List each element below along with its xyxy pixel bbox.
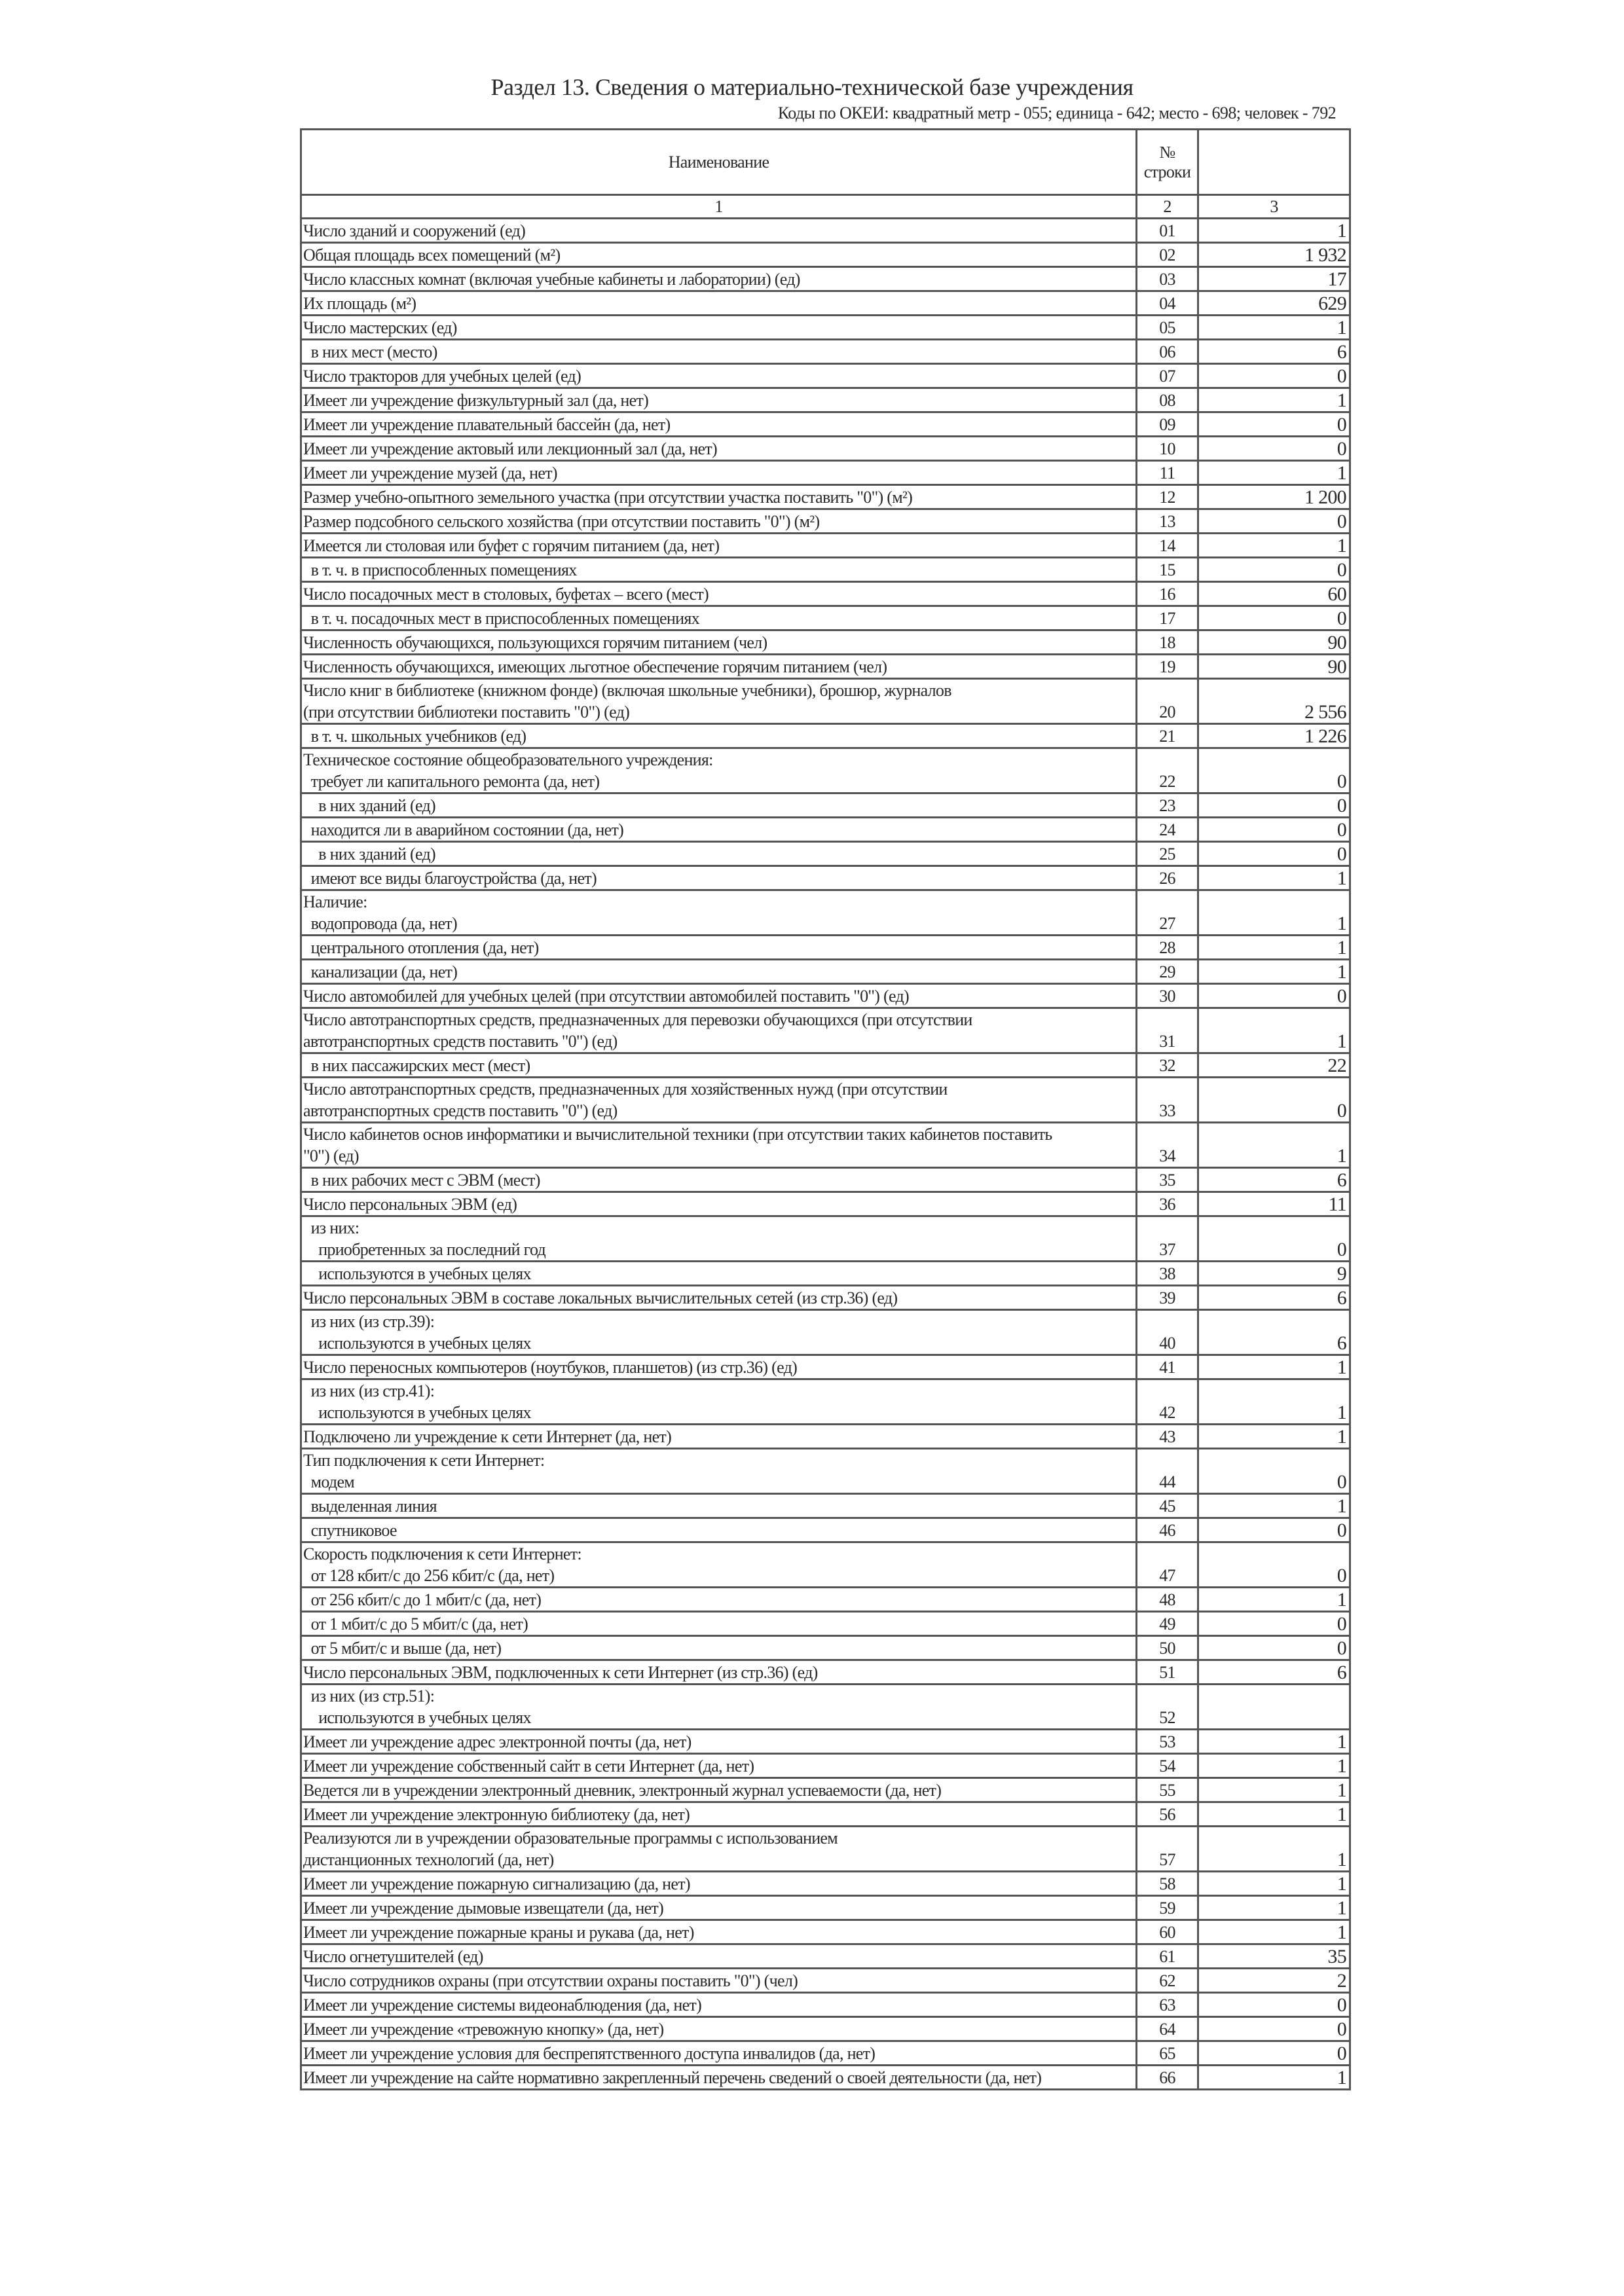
row-number: 01 bbox=[1137, 219, 1198, 243]
table-row bbox=[301, 793, 1350, 818]
row-number: 41 bbox=[1137, 1355, 1198, 1379]
table-row bbox=[301, 340, 1350, 364]
row-number: 14 bbox=[1137, 534, 1198, 558]
row-value: 9 bbox=[1198, 1262, 1350, 1286]
table-row bbox=[301, 2017, 1350, 2041]
row-label: Техническое состояние общеобразовательного учреждения: требует ли капитального ремонта (да, нет) bbox=[301, 748, 1137, 793]
table-row bbox=[301, 1754, 1350, 1778]
row-value: 0 bbox=[1198, 364, 1350, 388]
row-value: 0 bbox=[1198, 842, 1350, 866]
table-row bbox=[301, 1008, 1350, 1053]
row-number: 42 bbox=[1137, 1379, 1198, 1425]
row-number: 39 bbox=[1137, 1286, 1198, 1310]
table-row bbox=[301, 724, 1350, 748]
table-row bbox=[301, 1262, 1350, 1286]
table-row bbox=[301, 1730, 1350, 1754]
row-value: 90 bbox=[1198, 655, 1350, 679]
table-row bbox=[301, 1192, 1350, 1216]
row-value: 0 bbox=[1198, 1636, 1350, 1660]
row-label: спутниковое bbox=[301, 1518, 1137, 1542]
row-value: 2 bbox=[1198, 1969, 1350, 1993]
row-value: 1 bbox=[1198, 890, 1350, 936]
row-value: 0 bbox=[1198, 606, 1350, 630]
column-number-2: 2 bbox=[1137, 195, 1198, 219]
header-name: Наименование bbox=[301, 130, 1137, 195]
row-number: 43 bbox=[1137, 1425, 1198, 1449]
table-row bbox=[301, 1872, 1350, 1896]
row-label: Число персональных ЭВМ (ед) bbox=[301, 1192, 1137, 1216]
row-value: 0 bbox=[1198, 1612, 1350, 1636]
row-label: Число классных комнат (включая учебные кабинеты и лаборатории) (ед) bbox=[301, 267, 1137, 291]
table-row bbox=[301, 1494, 1350, 1518]
row-number: 52 bbox=[1137, 1685, 1198, 1730]
table-row bbox=[301, 267, 1350, 291]
table-row bbox=[301, 316, 1350, 340]
row-number: 55 bbox=[1137, 1778, 1198, 1802]
table-row bbox=[301, 679, 1350, 724]
row-label: из них: приобретенных за последний год bbox=[301, 1216, 1137, 1262]
row-value: 0 bbox=[1198, 437, 1350, 461]
row-number: 35 bbox=[1137, 1168, 1198, 1192]
row-number: 11 bbox=[1137, 461, 1198, 485]
row-label: в них рабочих мест с ЭВМ (мест) bbox=[301, 1168, 1137, 1192]
row-label: Число автотранспортных средств, предназначенных для перевозки обучающихся (при отсутствии автотранспортных средств поставить "0") (ед) bbox=[301, 1008, 1137, 1053]
table-row bbox=[301, 1993, 1350, 2017]
row-value: 1 bbox=[1198, 534, 1350, 558]
row-value: 17 bbox=[1198, 267, 1350, 291]
row-value: 1 bbox=[1198, 1778, 1350, 1802]
row-label: от 1 мбит/с до 5 мбит/с (да, нет) bbox=[301, 1612, 1137, 1636]
row-label: в них мест (место) bbox=[301, 340, 1137, 364]
table-row bbox=[301, 388, 1350, 412]
row-value: 0 bbox=[1198, 1542, 1350, 1588]
row-value: 1 bbox=[1198, 1827, 1350, 1872]
table-row bbox=[301, 1802, 1350, 1827]
row-value: 6 bbox=[1198, 1660, 1350, 1685]
row-value: 1 bbox=[1198, 1802, 1350, 1827]
material-base-table bbox=[300, 128, 1351, 2090]
row-number: 27 bbox=[1137, 890, 1198, 936]
row-label: Число огнетушителей (ед) bbox=[301, 1944, 1137, 1969]
row-label: Размер подсобного сельского хозяйства (при отсутствии поставить "0") (м²) bbox=[301, 509, 1137, 534]
row-label: Имеет ли учреждение условия для беспрепятственного доступа инвалидов (да, нет) bbox=[301, 2041, 1137, 2066]
column-numbers-row bbox=[301, 195, 1350, 219]
row-label: Размер учебно-опытного земельного участка (при отсутствии участка поставить "0") (м²) bbox=[301, 485, 1137, 509]
table-row bbox=[301, 1896, 1350, 1920]
row-label: Число автомобилей для учебных целей (при отсутствии автомобилей поставить "0") (ед) bbox=[301, 984, 1137, 1008]
row-label: от 5 мбит/с и выше (да, нет) bbox=[301, 1636, 1137, 1660]
row-number: 10 bbox=[1137, 437, 1198, 461]
row-label: Число переносных компьютеров (ноутбуков, планшетов) (из стр.36) (ед) bbox=[301, 1355, 1137, 1379]
row-value: 1 bbox=[1198, 1896, 1350, 1920]
row-label: Имеет ли учреждение собственный сайт в сети Интернет (да, нет) bbox=[301, 1754, 1137, 1778]
row-value: 22 bbox=[1198, 1053, 1350, 1078]
row-value bbox=[1198, 1685, 1350, 1730]
row-number: 08 bbox=[1137, 388, 1198, 412]
row-label: из них (из стр.51): используются в учебных целях bbox=[301, 1685, 1137, 1730]
row-number: 63 bbox=[1137, 1993, 1198, 2017]
row-label: Наличие: водопровода (да, нет) bbox=[301, 890, 1137, 936]
row-number: 46 bbox=[1137, 1518, 1198, 1542]
column-number-1: 1 bbox=[301, 195, 1137, 219]
row-value: 90 bbox=[1198, 630, 1350, 655]
table-row bbox=[301, 291, 1350, 316]
table-row bbox=[301, 461, 1350, 485]
okei-codes: Коды по ОКЕИ: квадратный метр - 055; единица - 642; место - 698; человек - 792 bbox=[777, 103, 1336, 122]
row-value: 6 bbox=[1198, 1168, 1350, 1192]
table-row bbox=[301, 606, 1350, 630]
row-value: 1 226 bbox=[1198, 724, 1350, 748]
row-number: 40 bbox=[1137, 1310, 1198, 1355]
row-number: 03 bbox=[1137, 267, 1198, 291]
row-value: 0 bbox=[1198, 748, 1350, 793]
table-row bbox=[301, 1778, 1350, 1802]
row-label: выделенная линия bbox=[301, 1494, 1137, 1518]
row-number: 34 bbox=[1137, 1123, 1198, 1168]
row-label: в них зданий (ед) bbox=[301, 793, 1137, 818]
row-value: 0 bbox=[1198, 1449, 1350, 1494]
row-label: Общая площадь всех помещений (м²) bbox=[301, 243, 1137, 267]
row-label: имеют все виды благоустройства (да, нет) bbox=[301, 866, 1137, 890]
table-row bbox=[301, 655, 1350, 679]
row-label: Число мастерских (ед) bbox=[301, 316, 1137, 340]
table-header-row bbox=[301, 130, 1350, 195]
table-row bbox=[301, 1310, 1350, 1355]
table-row bbox=[301, 1685, 1350, 1730]
row-number: 33 bbox=[1137, 1078, 1198, 1123]
table-row bbox=[301, 412, 1350, 437]
row-label: Число тракторов для учебных целей (ед) bbox=[301, 364, 1137, 388]
row-value: 1 bbox=[1198, 219, 1350, 243]
table-row bbox=[301, 1920, 1350, 1944]
table-row bbox=[301, 582, 1350, 606]
row-label: Имеет ли учреждение музей (да, нет) bbox=[301, 461, 1137, 485]
row-value: 1 bbox=[1198, 1872, 1350, 1896]
row-value: 0 bbox=[1198, 2041, 1350, 2066]
row-number: 09 bbox=[1137, 412, 1198, 437]
row-label: Имеет ли учреждение плавательный бассейн (да, нет) bbox=[301, 412, 1137, 437]
row-number: 48 bbox=[1137, 1588, 1198, 1612]
row-label: Численность обучающихся, имеющих льготное обеспечение горячим питанием (чел) bbox=[301, 655, 1137, 679]
row-label: Тип подключения к сети Интернет: модем bbox=[301, 1449, 1137, 1494]
row-value: 1 bbox=[1198, 1494, 1350, 1518]
header-rownum: № строки bbox=[1137, 130, 1198, 195]
row-value: 6 bbox=[1198, 1286, 1350, 1310]
row-label: из них (из стр.41): используются в учебных целях bbox=[301, 1379, 1137, 1425]
table-row bbox=[301, 243, 1350, 267]
row-number: 47 bbox=[1137, 1542, 1198, 1588]
row-number: 44 bbox=[1137, 1449, 1198, 1494]
row-value: 1 bbox=[1198, 1754, 1350, 1778]
row-label: канализации (да, нет) bbox=[301, 960, 1137, 984]
row-value: 1 bbox=[1198, 936, 1350, 960]
row-number: 29 bbox=[1137, 960, 1198, 984]
row-number: 17 bbox=[1137, 606, 1198, 630]
row-number: 30 bbox=[1137, 984, 1198, 1008]
row-number: 18 bbox=[1137, 630, 1198, 655]
row-label: находится ли в аварийном состоянии (да, нет) bbox=[301, 818, 1137, 842]
row-number: 65 bbox=[1137, 2041, 1198, 2066]
row-label: Число кабинетов основ информатики и вычислительной техники (при отсутствии таких кабинетов поставить "0") (ед) bbox=[301, 1123, 1137, 1168]
table-row bbox=[301, 558, 1350, 582]
row-number: 21 bbox=[1137, 724, 1198, 748]
table-row bbox=[301, 437, 1350, 461]
table-row bbox=[301, 1168, 1350, 1192]
row-number: 51 bbox=[1137, 1660, 1198, 1685]
table-row bbox=[301, 1078, 1350, 1123]
row-value: 1 bbox=[1198, 1425, 1350, 1449]
row-number: 59 bbox=[1137, 1896, 1198, 1920]
row-value: 11 bbox=[1198, 1192, 1350, 1216]
table-row bbox=[301, 364, 1350, 388]
row-number: 06 bbox=[1137, 340, 1198, 364]
table-row bbox=[301, 2066, 1350, 2090]
row-value: 0 bbox=[1198, 1993, 1350, 2017]
row-number: 26 bbox=[1137, 866, 1198, 890]
table-row bbox=[301, 1612, 1350, 1636]
row-value: 0 bbox=[1198, 984, 1350, 1008]
row-number: 15 bbox=[1137, 558, 1198, 582]
row-value: 2 556 bbox=[1198, 679, 1350, 724]
row-label: Имеет ли учреждение системы видеонаблюдения (да, нет) bbox=[301, 1993, 1137, 2017]
row-value: 1 bbox=[1198, 866, 1350, 890]
table-row bbox=[301, 630, 1350, 655]
table-row bbox=[301, 1425, 1350, 1449]
header-value bbox=[1198, 130, 1350, 195]
row-number: 28 bbox=[1137, 936, 1198, 960]
row-value: 1 bbox=[1198, 388, 1350, 412]
row-number: 45 bbox=[1137, 1494, 1198, 1518]
row-number: 05 bbox=[1137, 316, 1198, 340]
row-value: 1 bbox=[1198, 1588, 1350, 1612]
row-label: Число книг в библиотеке (книжном фонде) (включая школьные учебники), брошюр, журналов (при отсутствии библиотеки поставить "0") (ед) bbox=[301, 679, 1137, 724]
row-value: 0 bbox=[1198, 1216, 1350, 1262]
row-value: 1 bbox=[1198, 1008, 1350, 1053]
row-label: Имеет ли учреждение дымовые извещатели (да, нет) bbox=[301, 1896, 1137, 1920]
row-label: в т. ч. в приспособленных помещениях bbox=[301, 558, 1137, 582]
table-row bbox=[301, 1636, 1350, 1660]
table-row bbox=[301, 842, 1350, 866]
row-label: Число автотранспортных средств, предназначенных для хозяйственных нужд (при отсутствии автотранспортных средств поставить "0") (ед) bbox=[301, 1078, 1137, 1123]
row-value: 1 bbox=[1198, 2066, 1350, 2090]
row-value: 0 bbox=[1198, 2017, 1350, 2041]
table-row bbox=[301, 534, 1350, 558]
row-number: 50 bbox=[1137, 1636, 1198, 1660]
table-row bbox=[301, 1379, 1350, 1425]
row-number: 20 bbox=[1137, 679, 1198, 724]
row-number: 13 bbox=[1137, 509, 1198, 534]
table-row bbox=[301, 1123, 1350, 1168]
row-label: Имеет ли учреждение пожарные краны и рукава (да, нет) bbox=[301, 1920, 1137, 1944]
row-value: 0 bbox=[1198, 412, 1350, 437]
row-number: 57 bbox=[1137, 1827, 1198, 1872]
table-row bbox=[301, 1449, 1350, 1494]
table-row bbox=[301, 748, 1350, 793]
row-number: 16 bbox=[1137, 582, 1198, 606]
row-value: 0 bbox=[1198, 1518, 1350, 1542]
row-label: Имеет ли учреждение на сайте нормативно закрепленный перечень сведений о своей деятельности (да, нет) bbox=[301, 2066, 1137, 2090]
row-value: 1 bbox=[1198, 316, 1350, 340]
row-label: из них (из стр.39): используются в учебных целях bbox=[301, 1310, 1137, 1355]
table-row bbox=[301, 890, 1350, 936]
row-number: 53 bbox=[1137, 1730, 1198, 1754]
table-row bbox=[301, 1053, 1350, 1078]
row-number: 02 bbox=[1137, 243, 1198, 267]
row-label: Число посадочных мест в столовых, буфетах – всего (мест) bbox=[301, 582, 1137, 606]
row-number: 12 bbox=[1137, 485, 1198, 509]
row-value: 0 bbox=[1198, 1078, 1350, 1123]
table-row bbox=[301, 1827, 1350, 1872]
row-number: 66 bbox=[1137, 2066, 1198, 2090]
row-number: 23 bbox=[1137, 793, 1198, 818]
row-label: от 256 кбит/с до 1 мбит/с (да, нет) bbox=[301, 1588, 1137, 1612]
row-number: 32 bbox=[1137, 1053, 1198, 1078]
row-number: 61 bbox=[1137, 1944, 1198, 1969]
row-number: 54 bbox=[1137, 1754, 1198, 1778]
table-row bbox=[301, 936, 1350, 960]
row-label: Подключено ли учреждение к сети Интернет (да, нет) bbox=[301, 1425, 1137, 1449]
row-number: 36 bbox=[1137, 1192, 1198, 1216]
table-row bbox=[301, 866, 1350, 890]
row-label: Реализуются ли в учреждении образовательные программы с использованием дистанционных технологий (да, нет) bbox=[301, 1827, 1137, 1872]
table-row bbox=[301, 1588, 1350, 1612]
table-row bbox=[301, 984, 1350, 1008]
table-row bbox=[301, 1286, 1350, 1310]
row-label: в них зданий (ед) bbox=[301, 842, 1137, 866]
table-row bbox=[301, 219, 1350, 243]
table-row bbox=[301, 509, 1350, 534]
row-number: 60 bbox=[1137, 1920, 1198, 1944]
row-value: 1 bbox=[1198, 1920, 1350, 1944]
row-label: в т. ч. школьных учебников (ед) bbox=[301, 724, 1137, 748]
table-row bbox=[301, 1969, 1350, 1993]
row-label: Имеет ли учреждение адрес электронной почты (да, нет) bbox=[301, 1730, 1137, 1754]
table-row bbox=[301, 1944, 1350, 1969]
row-value: 6 bbox=[1198, 1310, 1350, 1355]
row-value: 0 bbox=[1198, 558, 1350, 582]
table-row bbox=[301, 1355, 1350, 1379]
row-number: 31 bbox=[1137, 1008, 1198, 1053]
column-number-3: 3 bbox=[1198, 195, 1350, 219]
row-number: 19 bbox=[1137, 655, 1198, 679]
row-label: Их площадь (м²) bbox=[301, 291, 1137, 316]
row-value: 1 932 bbox=[1198, 243, 1350, 267]
row-number: 24 bbox=[1137, 818, 1198, 842]
row-value: 1 bbox=[1198, 1379, 1350, 1425]
row-label: в них пассажирских мест (мест) bbox=[301, 1053, 1137, 1078]
row-label: Имеется ли столовая или буфет с горячим питанием (да, нет) bbox=[301, 534, 1137, 558]
row-label: Скорость подключения к сети Интернет: от 128 кбит/с до 256 кбит/с (да, нет) bbox=[301, 1542, 1137, 1588]
table-row bbox=[301, 818, 1350, 842]
row-label: Имеет ли учреждение актовый или лекционный зал (да, нет) bbox=[301, 437, 1137, 461]
row-number: 56 bbox=[1137, 1802, 1198, 1827]
row-label: используются в учебных целях bbox=[301, 1262, 1137, 1286]
row-label: Число персональных ЭВМ, подключенных к сети Интернет (из стр.36) (ед) bbox=[301, 1660, 1137, 1685]
row-label: Имеет ли учреждение электронную библиотеку (да, нет) bbox=[301, 1802, 1137, 1827]
row-number: 04 bbox=[1137, 291, 1198, 316]
row-label: Число зданий и сооружений (ед) bbox=[301, 219, 1137, 243]
row-value: 1 bbox=[1198, 1730, 1350, 1754]
row-value: 1 bbox=[1198, 1123, 1350, 1168]
table-row bbox=[301, 485, 1350, 509]
row-value: 0 bbox=[1198, 818, 1350, 842]
row-label: Имеет ли учреждение пожарную сигнализацию (да, нет) bbox=[301, 1872, 1137, 1896]
table-row bbox=[301, 2041, 1350, 2066]
row-value: 6 bbox=[1198, 340, 1350, 364]
table-row bbox=[301, 960, 1350, 984]
row-label: в т. ч. посадочных мест в приспособленных помещениях bbox=[301, 606, 1137, 630]
row-value: 0 bbox=[1198, 793, 1350, 818]
row-number: 37 bbox=[1137, 1216, 1198, 1262]
row-label: Численность обучающихся, пользующихся горячим питанием (чел) bbox=[301, 630, 1137, 655]
row-value: 60 bbox=[1198, 582, 1350, 606]
table-row bbox=[301, 1518, 1350, 1542]
row-label: Имеет ли учреждение физкультурный зал (да, нет) bbox=[301, 388, 1137, 412]
row-number: 58 bbox=[1137, 1872, 1198, 1896]
row-number: 22 bbox=[1137, 748, 1198, 793]
row-value: 35 bbox=[1198, 1944, 1350, 1969]
row-label: Число сотрудников охраны (при отсутствии охраны поставить "0") (чел) bbox=[301, 1969, 1137, 1993]
row-label: Имеет ли учреждение «тревожную кнопку» (да, нет) bbox=[301, 2017, 1137, 2041]
row-value: 629 bbox=[1198, 291, 1350, 316]
row-label: центрального отопления (да, нет) bbox=[301, 936, 1137, 960]
row-number: 49 bbox=[1137, 1612, 1198, 1636]
table-row bbox=[301, 1216, 1350, 1262]
row-value: 0 bbox=[1198, 509, 1350, 534]
row-number: 25 bbox=[1137, 842, 1198, 866]
row-label: Ведется ли в учреждении электронный дневник, электронный журнал успеваемости (да, нет) bbox=[301, 1778, 1137, 1802]
table-row bbox=[301, 1542, 1350, 1588]
table-row bbox=[301, 1660, 1350, 1685]
row-value: 1 bbox=[1198, 461, 1350, 485]
row-number: 07 bbox=[1137, 364, 1198, 388]
row-value: 1 bbox=[1198, 1355, 1350, 1379]
row-value: 1 bbox=[1198, 960, 1350, 984]
row-number: 62 bbox=[1137, 1969, 1198, 1993]
row-label: Число персональных ЭВМ в составе локальных вычислительных сетей (из стр.36) (ед) bbox=[301, 1286, 1137, 1310]
row-value: 1 200 bbox=[1198, 485, 1350, 509]
section-title: Раздел 13. Сведения о материально-технической базе учреждения bbox=[490, 74, 1134, 100]
row-number: 64 bbox=[1137, 2017, 1198, 2041]
row-number: 38 bbox=[1137, 1262, 1198, 1286]
